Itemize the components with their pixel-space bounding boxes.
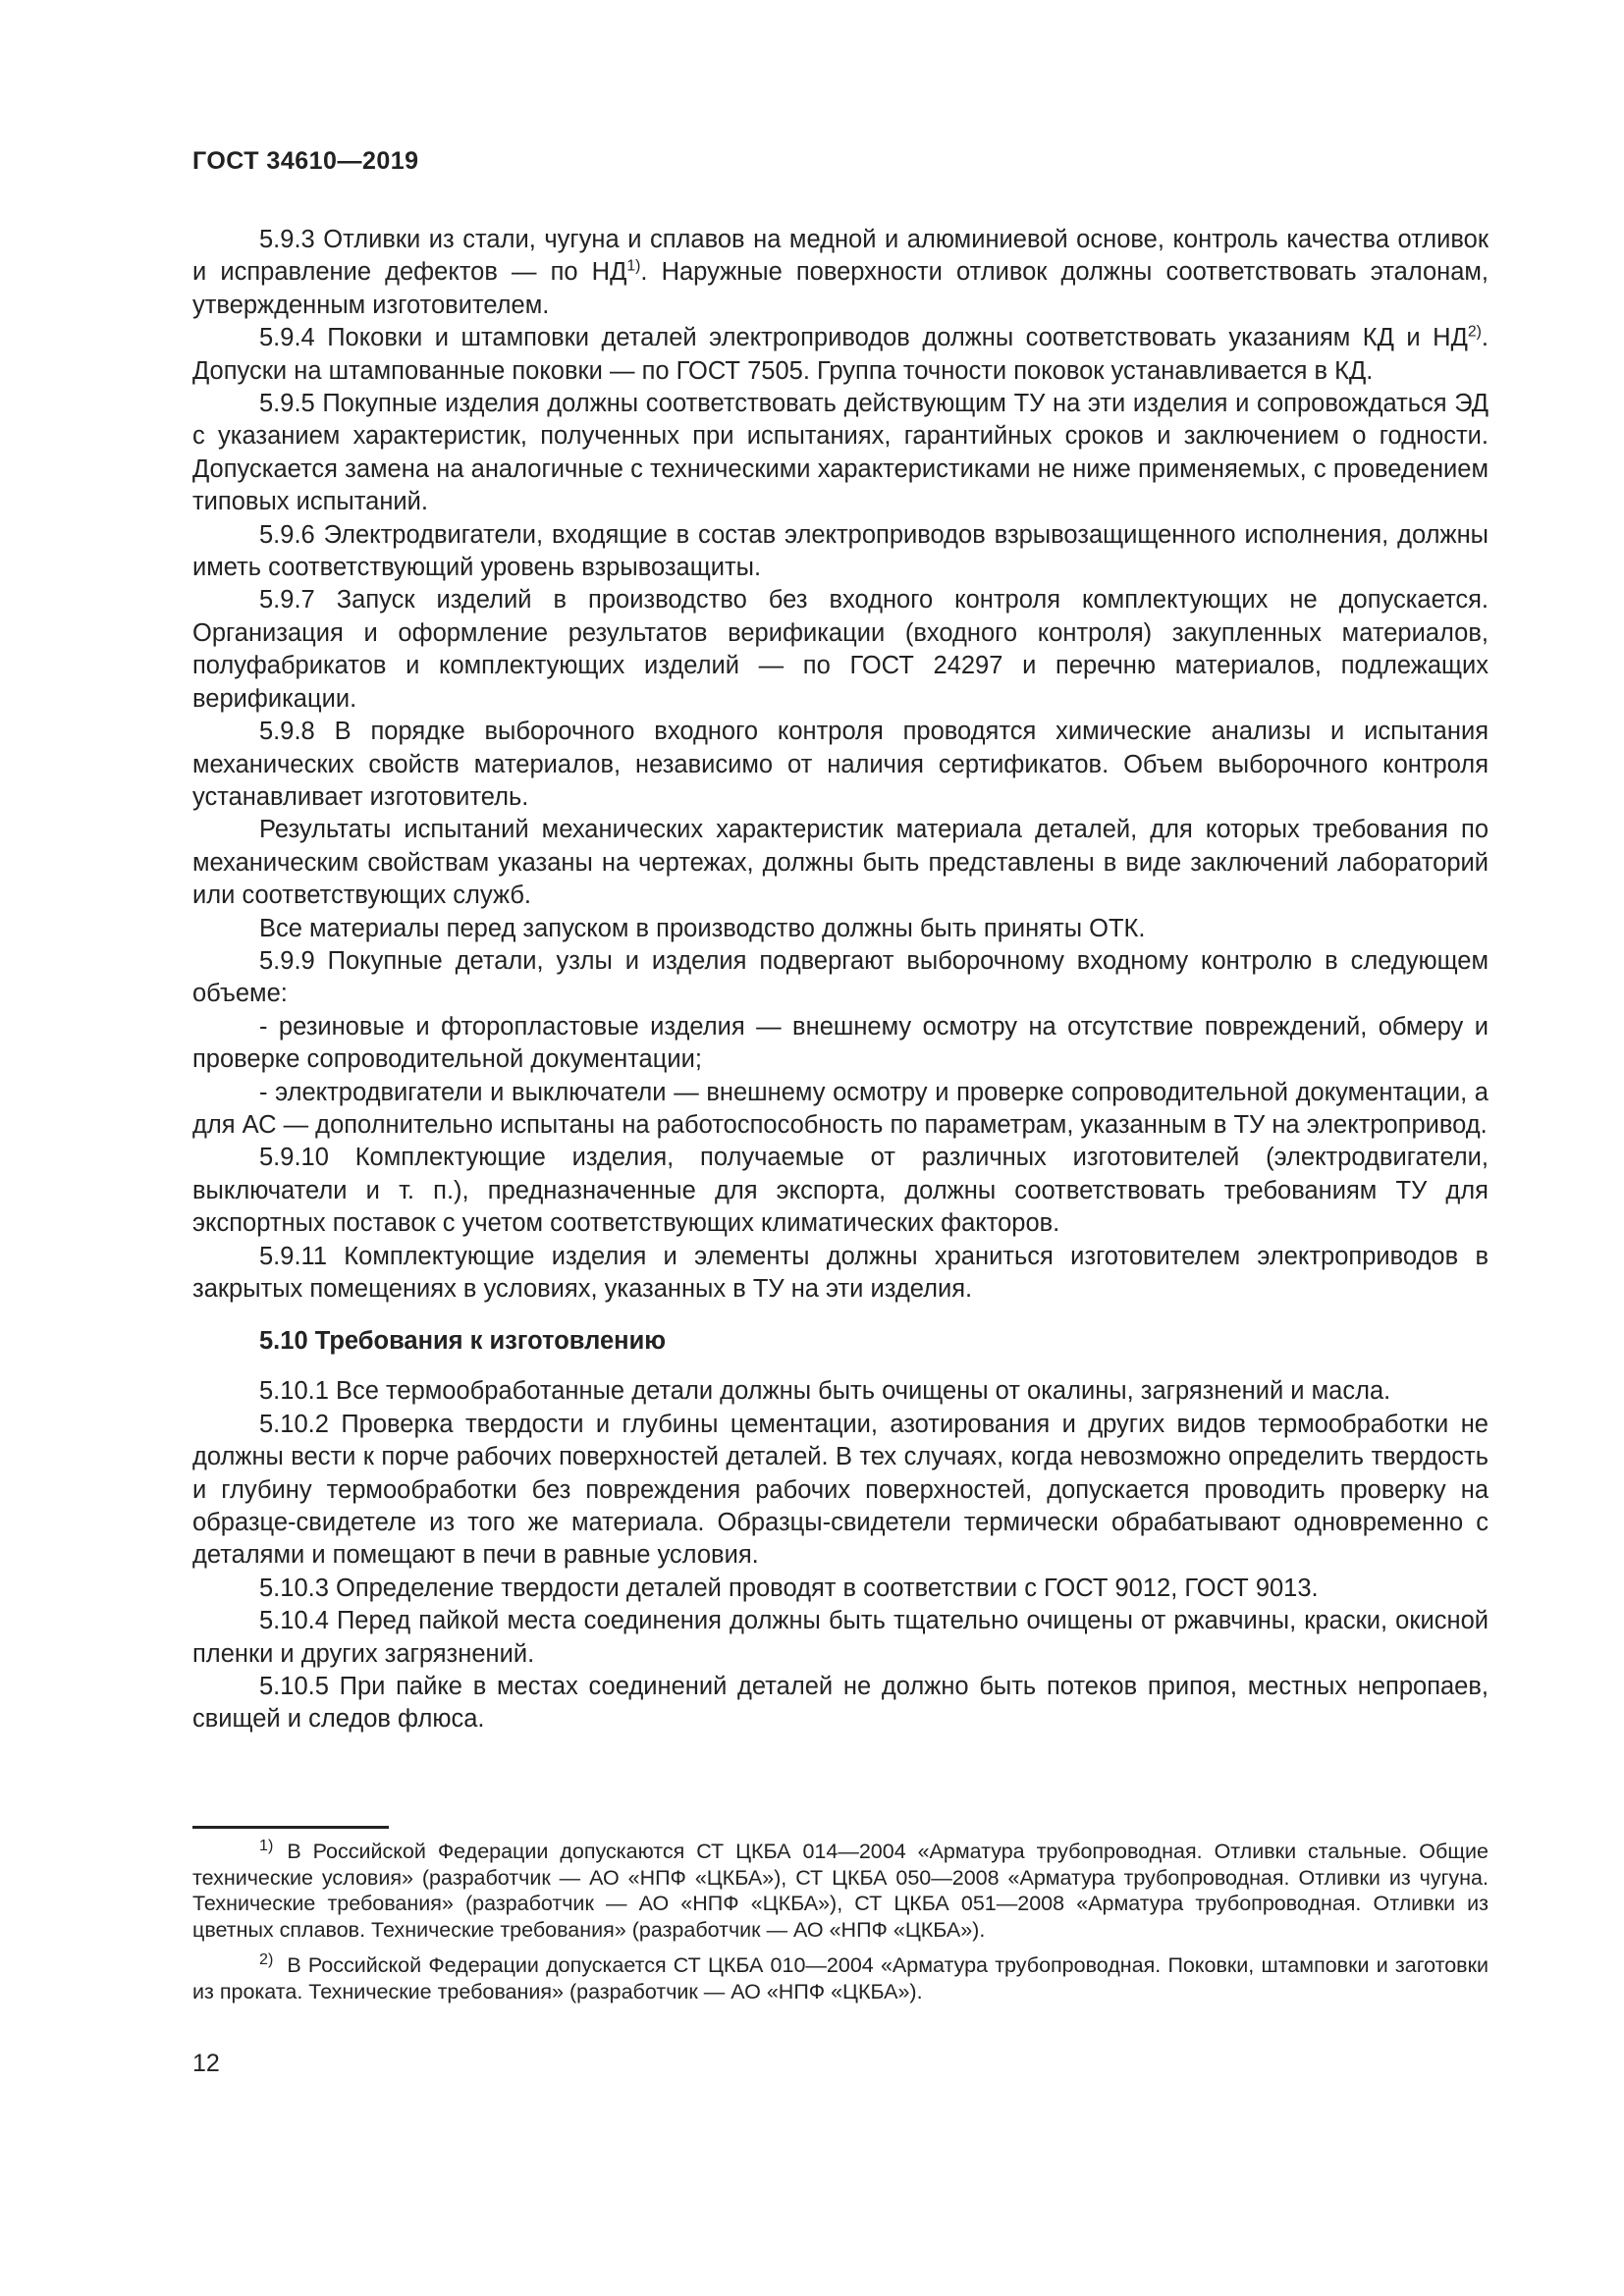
footnote-ref-1: 1) (626, 257, 641, 275)
paragraph-5-10-4: 5.10.4 Перед пайкой места соединения должны быть тщательно очищены от ржавчины, краски, окисной пленки и других загрязнений. (192, 1607, 1489, 1668)
paragraph-5-9-6: 5.9.6 Электродвигатели, входящие в состав электроприводов взрывозащищенного исполнения, должны иметь соответствующий уровень взрывозащиты. (192, 520, 1489, 582)
paragraph-5-9-9: 5.9.9 Покупные детали, узлы и изделия подвергают выборочному входному контролю в следующем объеме: (192, 946, 1489, 1008)
document-header-title: ГОСТ 34610—2019 (192, 147, 419, 175)
paragraph-5-10-5: 5.10.5 При пайке в местах соединений деталей не должно быть потеков припоя, местных непропаев, свищей и следов флюса. (192, 1673, 1489, 1734)
paragraph-5-10-3: 5.10.3 Определение твердости деталей проводят в соответствии с ГОСТ 9012, ГОСТ 9013. (259, 1574, 1319, 1602)
document-body (192, 224, 1489, 1736)
footnote-mark-1: 1) (259, 1836, 274, 1854)
page-number: 12 (192, 2050, 220, 2077)
footnote-ref-2: 2) (1467, 323, 1482, 341)
footnote-separator (192, 1826, 389, 1829)
paragraph-5-9-11: 5.9.11 Комплектующие изделия и элементы должны храниться изготовителем электроприводов в закрытых помещениях в условиях, указанных в ТУ на эти изделия. (192, 1242, 1489, 1303)
paragraph-5-10-2: 5.10.2 Проверка твердости и глубины цементации, азотирования и других видов термообработки не должны вести к порче рабочих поверхностей деталей. В тех случаях, когда невозможно определить твердость и глубину термообработки без повреждения рабочих поверхностей, допускается проводить проверку на образце-свидетеле из того же материала. Образцы-свидетели термически обрабатывают одновременно с деталями и помещают в печи в равные условия. (192, 1410, 1489, 1570)
footnote-mark-2: 2) (259, 1950, 274, 1969)
footnote-2: $^{2)}$ В Российской Федерации допускается СТ ЦКБА 010—2004 «Арматура трубопроводная. Поковки, штамповки и заготовки из проката. Технические требования» (разработчик — АО «НПФ «ЦКБА»). (192, 1950, 1489, 2003)
footnotes (192, 1836, 1489, 2015)
paragraph-5-9-7: 5.9.7 Запуск изделий в производство без входного контроля комплектующих не допускается. Организация и оформление результатов верификации (входного контроля) закупленных материалов, полуфабрикатов и комплектующих изделий — по ГОСТ 24297 и перечню материалов, подлежащих верификации. (192, 586, 1489, 713)
paragraph-5-9-10: 5.9.10 Комплектующие изделия, получаемые от различных изготовителей (электродвигатели, выключатели и т. п.), предназначенные для экспорта, должны соответствовать требованиям ТУ для экспортных поставок с учетом соответствующих климатических факторов. (192, 1144, 1489, 1238)
footnote-1: $^{1)}$ В Российской Федерации допускаются СТ ЦКБА 014—2004 «Арматура трубопроводная. Отливки стальные. Общие технические условия» (разработчик — АО «НПФ «ЦКБА»), СТ ЦКБА 050—2008 «Арматура трубопроводная. Отливки из чугуна. Технические требования» (разработчик — АО «НПФ «ЦКБА»), СТ ЦКБА 051—2008 «Арматура трубопроводная. Отливки из цветных сплавов. Технические требования» (разработчик — АО «НПФ «ЦКБА»). (192, 1836, 1489, 1942)
paragraph-test-results: Результаты испытаний механических характеристик материала деталей, для которых требования по механическим свойствам указаны на чертежах, должны быть представлены в виде заключений лабораторий или соответствующих служб. (192, 816, 1489, 910)
paragraph-5-10-1: 5.10.1 Все термообработанные детали должны быть очищены от окалины, загрязнений и масла. (259, 1377, 1391, 1406)
paragraph-5-9-3: 5.9.3 Отливки из стали, чугуна и сплавов на медной и алюминиевой основе, контроль качества отливок и исправление дефектов — по НД$^{1)}$. Наружные поверхности отливок должны соответствовать эталонам, утвержденным изготовителем. (192, 226, 1489, 319)
paragraph-5-9-4: 5.9.4 Поковки и штамповки деталей электроприводов должны соответствовать указаниям КД и НД$^{2)}$. Допуски на штампованные поковки — по ГОСТ 7505. Группа точности поковок устанавливается в КД. (192, 323, 1489, 385)
paragraph-otk: Все материалы перед запуском в производство должны быть приняты ОТК. (259, 914, 1146, 942)
list-item-motors: - электродвигатели и выключатели — внешнему осмотру и проверке сопроводительной документации, а для АС — дополнительно испытаны на работоспособность по параметрам, указанным в ТУ на электропривод. (192, 1078, 1489, 1139)
paragraph-5-9-8: 5.9.8 В порядке выборочного входного контроля проводятся химические анализы и испытания механических свойств материалов, независимо от наличия сертификатов. Объем выборочного контроля устанавливает изготовитель. (192, 718, 1489, 811)
list-item-rubber: - резиновые и фторопластовые изделия — внешнему осмотру на отсутствие повреждений, обмеру и проверке сопроводительной документации; (192, 1012, 1489, 1074)
section-heading-5-10: 5.10 Требования к изготовлению (259, 1327, 667, 1356)
paragraph-5-9-5: 5.9.5 Покупные изделия должны соответствовать действующим ТУ на эти изделия и сопровождаться ЭД с указанием характеристик, полученных при испытаниях, гарантийных сроков и заключением о годности. Допускается замена на аналогичные с техническими характеристиками не ниже применяемых, с проведением типовых испытаний. (192, 390, 1489, 516)
